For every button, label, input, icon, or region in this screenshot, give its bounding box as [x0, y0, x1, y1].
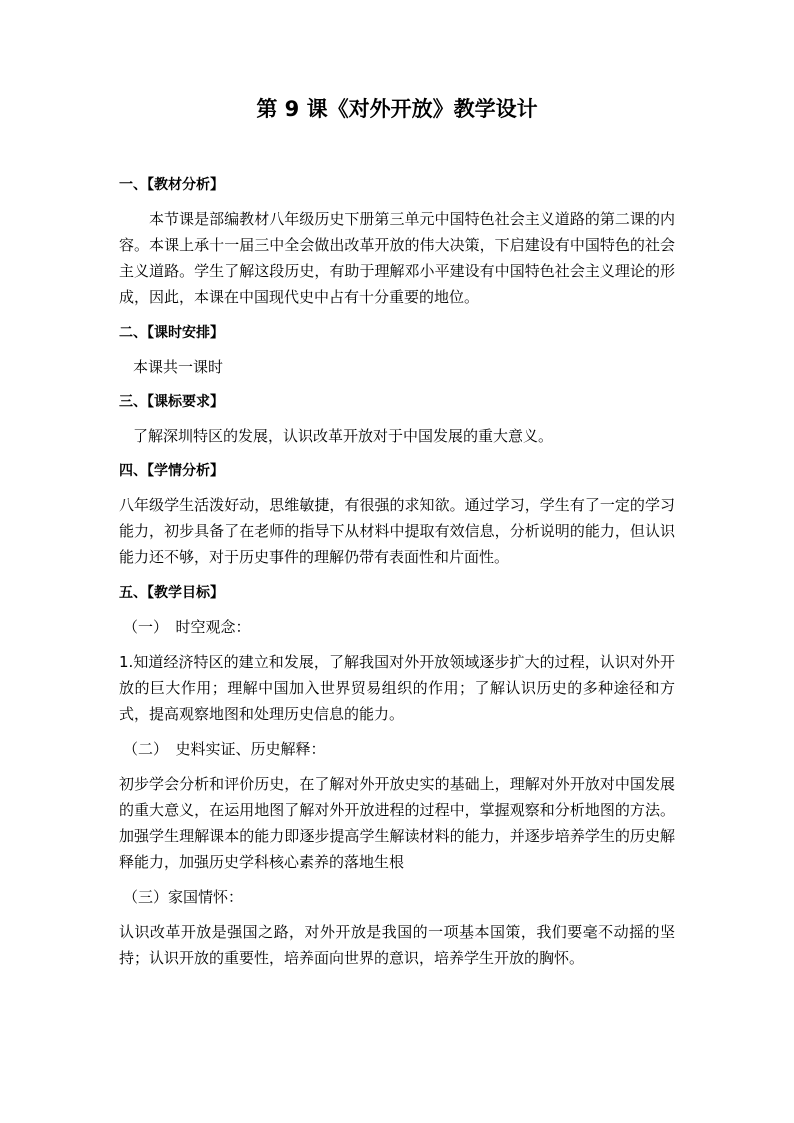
section-paragraph: 了解深圳特区的发展，认识改革开放对于中国发展的重大意义。: [133, 427, 554, 445]
section-paragraph: 八年级学生活泼好动，思维敏捷，有很强的求知欲。通过学习，学生有了一定的学习能力，初步具备了在老师的指导下从材料中提取有效信息，分析说明的能力，但认识能力还不够，对于历史事件的理解仍带有表面性和片面性。: [119, 496, 675, 566]
objective-paragraph-evidence: 初步学会分析和评价历史，在了解对外开放史实的基础上，理解对外开放对中国发展的重大意义，在运用地图了解对外开放进程的过程中，掌握观察和分析地图的方法。加强学生理解课本的能力即逐步提高学生解读材料的能力，并逐步培养学生的历史解释能力，加强历史学科核心素养的落地生根: [119, 775, 675, 871]
document-title: 第 9 课《对外开放》教学设计: [256, 97, 538, 121]
section-paragraph: 本课共一课时: [133, 358, 224, 376]
section-curriculum-requirements: [119, 389, 675, 449]
objective-paragraph-spacetime: 1.知道经济特区的建立和发展，了解我国对外开放领域逐步扩大的过程，认识对外开放的巨大作用；理解中国加入世界贸易组织的作用；了解认识历史的多种途径和方式，提高观察地图和处理历史信息的能力。: [119, 653, 675, 723]
document-body: [119, 172, 675, 971]
objective-label-patriotism: （三）家国情怀：: [123, 888, 244, 906]
section-heading: 一、【教材分析】: [119, 177, 224, 193]
section-paragraph: 本节课是部编教材八年级历史下册第三单元中国特色社会主义道路的第二课的内容。本课上承十一届三中全会做出改革开放的伟大决策，下启建设有中国特色的社会主义道路。学生了解这段历史，有助于理解邓小平建设有中国特色社会主义理论的形成，因此，本课在中国现代史中占有十分重要的地位。: [119, 210, 675, 306]
objective-label-spacetime: （一） 时空观念：: [123, 618, 251, 636]
section-heading: 三、【课标要求】: [119, 394, 224, 410]
objective-label-evidence: （二） 史料实证、历史解释：: [123, 740, 326, 758]
objective-paragraph-patriotism: 认识改革开放是强国之路，对外开放是我国的一项基本国策，我们要毫不动摇的坚持；认识开放的重要性，培养面向世界的意识，培养学生开放的胸怀。: [119, 923, 675, 967]
section-heading: 五、【教学目标】: [119, 585, 224, 601]
section-class-hours: [119, 320, 675, 380]
section-teaching-objectives: [119, 580, 675, 971]
section-textbook-analysis: [119, 172, 675, 310]
section-heading: 四、【学情分析】: [119, 463, 224, 479]
section-heading: 二、【课时安排】: [119, 325, 224, 341]
section-student-analysis: [119, 458, 675, 570]
